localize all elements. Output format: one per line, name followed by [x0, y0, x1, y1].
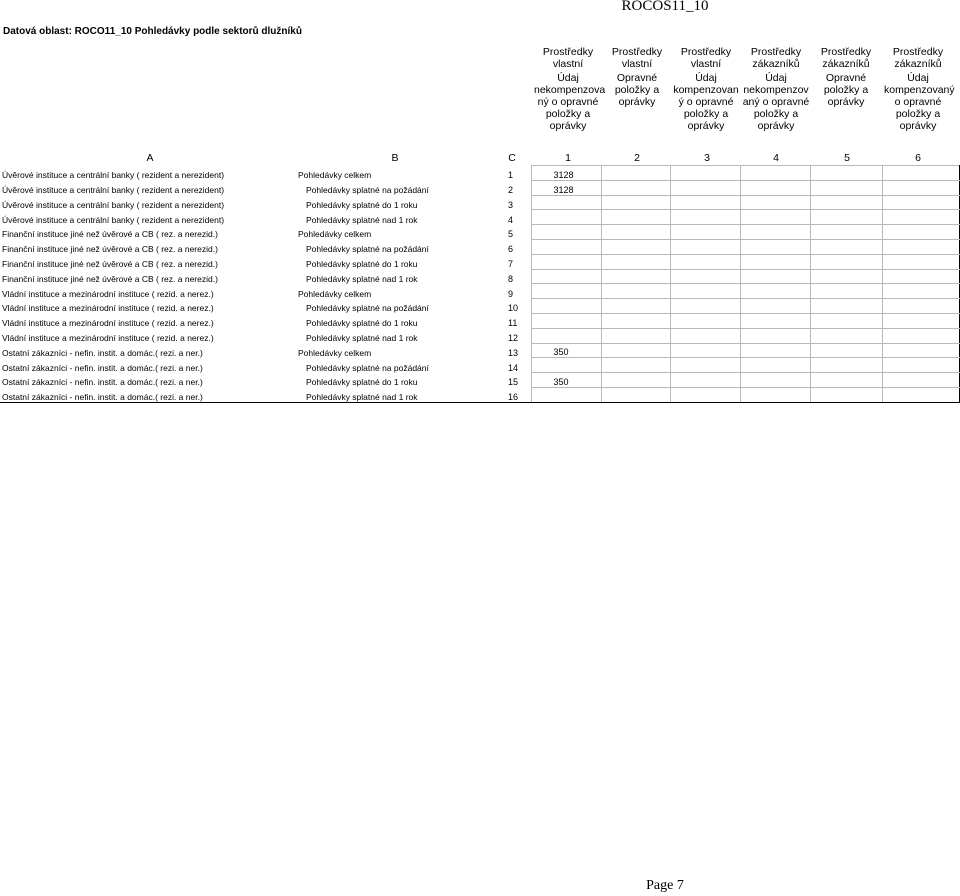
value-cell-1	[531, 269, 601, 284]
column-letter: B	[391, 152, 399, 164]
value-cell-1: 350	[531, 343, 601, 358]
value-cell-3	[670, 373, 740, 388]
value-cell-6	[882, 358, 959, 373]
value-cell-3	[670, 254, 740, 269]
value-cell-5	[810, 373, 882, 388]
column-header-4	[742, 46, 810, 132]
column-header-6	[884, 46, 955, 132]
value-cell-1: 3128	[531, 180, 601, 195]
value-cell-6	[882, 195, 959, 210]
value-cell-5	[810, 269, 882, 284]
value-cell-2	[601, 195, 670, 210]
value-cell-2	[601, 225, 670, 240]
value-cell-5	[810, 387, 882, 402]
row-number-cell: 12	[508, 333, 519, 344]
value-cell-4	[740, 225, 810, 240]
column-header-1	[534, 46, 606, 132]
value-cell-3	[670, 225, 740, 240]
sector-cell: Ostatní zákazníci - nefin. instit. a domác.( rezi. a ner.)	[0, 387, 298, 402]
sector-cell: Ostatní zákazníci - nefin. instit. a domác.( rezi. a ner.)	[2, 377, 203, 388]
column-header-group: Prostředky zákazníků	[892, 46, 944, 70]
table-row	[0, 166, 959, 181]
column-header-detail: Opravné položky a oprávky	[614, 72, 660, 108]
value-cell-4	[740, 166, 810, 181]
table-row	[0, 387, 959, 402]
column-header-group: Prostředky zákazníků	[750, 46, 802, 70]
receivable-type-cell: Pohledávky splatné do 1 roku	[306, 377, 418, 388]
receivable-type-cell: Pohledávky splatné nad 1 rok	[306, 333, 418, 344]
table-row	[0, 254, 959, 269]
row-number-cell: 8	[508, 273, 514, 284]
value-cell-3	[670, 239, 740, 254]
sector-cell: Finanční instituce jiné než úvěrové a CB ( rez. a nerezid.)	[2, 244, 218, 255]
value-cell-6	[882, 225, 959, 240]
row-number-cell: 5	[508, 229, 514, 240]
value-cell-1	[531, 387, 601, 402]
value-cell-3	[670, 358, 740, 373]
column-header-detail: Údaj nekompenzov aný o opravné položky a oprávky	[742, 72, 810, 132]
value-cell-5	[810, 299, 882, 314]
table-row	[0, 195, 959, 210]
value-cell-1	[531, 284, 601, 299]
row-number-cell: 14	[508, 362, 519, 373]
row-number-cell: 15	[508, 377, 519, 388]
sector-cell: Vládní instituce a mezinárodní instituce ( rezid. a nerez.)	[2, 333, 214, 344]
value-cell-4	[740, 180, 810, 195]
value-cell-4	[740, 343, 810, 358]
value-cell-2	[601, 328, 670, 343]
column-letter: 3	[704, 152, 710, 164]
sector-cell: Ostatní zákazníci - nefin. instit. a domác.( rezi. a ner.)	[2, 362, 203, 373]
value-cell-2	[601, 210, 670, 225]
row-number-cell: 1	[508, 170, 514, 181]
value-cell-2	[601, 358, 670, 373]
value-cell-3	[670, 284, 740, 299]
value-cell-4	[740, 373, 810, 388]
value-cell-2	[601, 313, 670, 328]
row-number-cell: 3	[508, 199, 514, 210]
value-cell-3	[670, 195, 740, 210]
value-cell-6	[882, 254, 959, 269]
column-header-2	[603, 46, 671, 108]
column-header-detail: Údaj nekompenzova ný o opravné položky a oprávky	[534, 72, 606, 132]
value-cell-4	[740, 387, 810, 402]
sector-cell: Úvěrové instituce a centrální banky ( rezident a nerezident)	[2, 170, 225, 181]
column-letter: A	[146, 152, 154, 164]
receivable-type-cell: Pohledávky splatné na požádání	[306, 303, 429, 314]
value-cell-1	[531, 210, 601, 225]
value-cell-2	[601, 343, 670, 358]
column-letter: 2	[634, 152, 640, 164]
value-cell-5	[810, 284, 882, 299]
value-cell-2	[601, 269, 670, 284]
row-number-cell: 2	[508, 185, 514, 196]
receivable-type-cell: Pohledávky splatné na požádání	[306, 185, 429, 196]
sector-cell: Finanční instituce jiné než úvěrové a CB ( rez. a nerezid.)	[2, 229, 218, 240]
receivable-type-cell: Pohledávky splatné do 1 roku	[306, 318, 418, 329]
value-cell-3	[670, 299, 740, 314]
value-cell-5	[810, 254, 882, 269]
value-cell-6	[882, 269, 959, 284]
row-number-cell: 10	[508, 303, 519, 314]
receivable-type-cell: Pohledávky splatné do 1 roku	[306, 199, 418, 210]
receivable-type-cell: Pohledávky splatné nad 1 rok	[298, 387, 508, 402]
table-row	[0, 313, 959, 328]
value-cell-6	[882, 239, 959, 254]
value-cell-4	[740, 239, 810, 254]
value-cell-5	[810, 328, 882, 343]
column-header-detail: Údaj kompenzovaný o opravné položky a oprávky	[884, 72, 955, 132]
column-header-5	[812, 46, 880, 108]
value-cell-5	[810, 225, 882, 240]
table-row	[0, 269, 959, 284]
value-cell-6	[882, 313, 959, 328]
row-number-cell: 16	[508, 387, 531, 402]
receivable-type-cell: Pohledávky splatné na požádání	[306, 362, 429, 373]
column-letter: C	[508, 152, 516, 164]
value-cell-2	[601, 180, 670, 195]
sector-cell: Vládní instituce a mezinárodní instituce ( rezid. a nerez.)	[2, 288, 214, 299]
receivable-type-cell: Pohledávky celkem	[298, 170, 372, 181]
column-letter: 1	[565, 152, 571, 164]
row-number-cell: 6	[508, 244, 514, 255]
value-cell-6	[882, 180, 959, 195]
column-header-detail: Opravné položky a oprávky	[823, 72, 869, 108]
value-cell-4	[740, 195, 810, 210]
column-letter: 5	[844, 152, 850, 164]
row-number-cell: 13	[508, 347, 519, 358]
sector-cell: Finanční instituce jiné než úvěrové a CB ( rez. a nerezid.)	[2, 259, 218, 270]
receivable-type-cell: Pohledávky celkem	[298, 229, 372, 240]
value-cell-3	[670, 328, 740, 343]
value-cell-1: 350	[531, 373, 601, 388]
value-cell-3	[670, 313, 740, 328]
table-row	[0, 358, 959, 373]
value-cell-6	[882, 328, 959, 343]
table-row	[0, 328, 959, 343]
value-cell-1	[531, 254, 601, 269]
column-letter: 6	[915, 152, 921, 164]
value-cell-5	[810, 180, 882, 195]
sector-cell: Finanční instituce jiné než úvěrové a CB ( rez. a nerezid.)	[2, 273, 218, 284]
receivable-type-cell: Pohledávky splatné na požádání	[306, 244, 429, 255]
receivable-type-cell: Pohledávky celkem	[298, 288, 372, 299]
column-header-group: Prostředky vlastní	[542, 46, 594, 70]
table-row	[0, 343, 959, 358]
column-header-group: Prostředky vlastní	[611, 46, 663, 70]
value-cell-3	[670, 180, 740, 195]
sector-cell: Vládní instituce a mezinárodní instituce ( rezid. a nerez.)	[2, 318, 214, 329]
receivables-table	[0, 165, 960, 403]
value-cell-6	[882, 166, 959, 181]
value-cell-3	[670, 343, 740, 358]
sector-cell: Úvěrové instituce a centrální banky ( rezident a nerezident)	[2, 214, 225, 225]
value-cell-6	[882, 343, 959, 358]
value-cell-6	[882, 284, 959, 299]
value-cell-4	[740, 299, 810, 314]
table-row	[0, 299, 959, 314]
table-row	[0, 210, 959, 225]
value-cell-1	[531, 313, 601, 328]
value-cell-6	[882, 387, 959, 402]
value-cell-3	[670, 269, 740, 284]
sector-cell: Úvěrové instituce a centrální banky ( rezident a nerezident)	[2, 185, 225, 196]
table-row	[0, 284, 959, 299]
value-cell-4	[740, 358, 810, 373]
value-cell-4	[740, 269, 810, 284]
value-cell-2	[601, 284, 670, 299]
row-number-cell: 7	[508, 259, 514, 270]
row-number-cell: 9	[508, 288, 514, 299]
column-header-group: Prostředky zákazníků	[820, 46, 872, 70]
value-cell-1	[531, 328, 601, 343]
value-cell-1	[531, 239, 601, 254]
value-cell-3	[670, 387, 740, 402]
value-cell-5	[810, 239, 882, 254]
receivable-type-cell: Pohledávky splatné do 1 roku	[306, 259, 418, 270]
value-cell-1	[531, 225, 601, 240]
value-cell-6	[882, 373, 959, 388]
value-cell-5	[810, 195, 882, 210]
sector-cell: Vládní instituce a mezinárodní instituce ( rezid. a nerez.)	[2, 303, 214, 314]
row-number-cell: 11	[508, 318, 518, 329]
value-cell-2	[601, 166, 670, 181]
sector-cell: Úvěrové instituce a centrální banky ( rezident a nerezident)	[2, 199, 225, 210]
value-cell-3	[670, 210, 740, 225]
value-cell-1	[531, 195, 601, 210]
value-cell-4	[740, 284, 810, 299]
column-header-detail: Údaj kompenzovan ý o opravné položky a oprávky	[673, 72, 739, 132]
data-area-title: Datová oblast: ROCO11_10 Pohledávky podle sektorů dlužníků	[3, 26, 302, 37]
table-row	[0, 373, 959, 388]
value-cell-4	[740, 254, 810, 269]
column-letter: 4	[773, 152, 779, 164]
table-row	[0, 180, 959, 195]
table-row	[0, 225, 959, 240]
value-cell-6	[882, 299, 959, 314]
value-cell-2	[601, 254, 670, 269]
value-cell-5	[810, 166, 882, 181]
receivable-type-cell: Pohledávky splatné nad 1 rok	[306, 214, 418, 225]
value-cell-1	[531, 299, 601, 314]
value-cell-3	[670, 166, 740, 181]
table-row	[0, 239, 959, 254]
value-cell-1	[531, 358, 601, 373]
value-cell-2	[601, 299, 670, 314]
column-header-3	[672, 46, 740, 132]
value-cell-5	[810, 343, 882, 358]
column-letter-row	[0, 152, 960, 166]
value-cell-5	[810, 210, 882, 225]
document-code: ROCOS11_10	[621, 0, 709, 14]
value-cell-2	[601, 239, 670, 254]
sector-cell: Ostatní zákazníci - nefin. instit. a domác.( rezi. a ner.)	[2, 347, 203, 358]
value-cell-4	[740, 328, 810, 343]
value-cell-2	[601, 373, 670, 388]
value-cell-2	[601, 387, 670, 402]
value-cell-5	[810, 358, 882, 373]
receivable-type-cell: Pohledávky celkem	[298, 347, 372, 358]
value-cell-5	[810, 313, 882, 328]
page-number: Page 7	[646, 878, 684, 893]
column-header-group: Prostředky vlastní	[680, 46, 732, 70]
value-cell-4	[740, 313, 810, 328]
value-cell-6	[882, 210, 959, 225]
row-number-cell: 4	[508, 214, 514, 225]
receivable-type-cell: Pohledávky splatné nad 1 rok	[306, 273, 418, 284]
value-cell-4	[740, 210, 810, 225]
value-cell-1: 3128	[531, 166, 601, 181]
